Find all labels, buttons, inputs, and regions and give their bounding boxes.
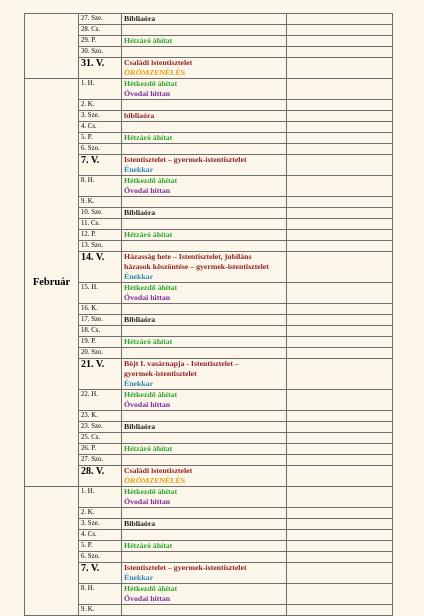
events-cell xyxy=(122,530,287,541)
notes-cell xyxy=(287,541,393,552)
notes-cell xyxy=(287,252,393,283)
events-cell xyxy=(122,25,287,36)
notes-cell xyxy=(287,47,393,58)
notes-cell xyxy=(287,36,393,47)
schedule-row xyxy=(25,197,393,208)
schedule-row xyxy=(25,58,393,79)
notes-cell xyxy=(287,219,393,230)
date-cell: 21. V. xyxy=(79,359,122,390)
schedule-table xyxy=(24,13,393,616)
notes-cell xyxy=(287,315,393,326)
events-cell xyxy=(122,283,287,304)
events-cell xyxy=(122,155,287,176)
event-text: gyermek-istentisztelet xyxy=(124,369,197,378)
notes-cell xyxy=(287,508,393,519)
date-cell: 9. K. xyxy=(79,605,122,616)
date-cell: 25. Cs. xyxy=(79,433,122,444)
notes-cell xyxy=(287,230,393,241)
schedule-row xyxy=(25,14,393,25)
schedule-row xyxy=(25,133,393,144)
schedule-row xyxy=(25,208,393,219)
notes-cell xyxy=(287,359,393,390)
schedule-row xyxy=(25,487,393,508)
events-cell xyxy=(122,133,287,144)
event-text: Hétkezdő áhítat xyxy=(124,584,178,593)
events-cell xyxy=(122,563,287,584)
schedule-row xyxy=(25,79,393,100)
schedule-row xyxy=(25,530,393,541)
event-text: házasok köszöntése – gyermek-istentisztelet xyxy=(124,262,269,271)
notes-cell xyxy=(287,326,393,337)
notes-cell xyxy=(287,241,393,252)
notes-cell xyxy=(287,444,393,455)
date-cell: 5. P. xyxy=(79,133,122,144)
month-cell xyxy=(25,487,79,616)
notes-cell xyxy=(287,337,393,348)
schedule-row xyxy=(25,241,393,252)
notes-cell xyxy=(287,111,393,122)
date-cell: 4. Cs. xyxy=(79,122,122,133)
events-cell xyxy=(122,487,287,508)
schedule-body xyxy=(25,14,393,616)
event-text: Óvodai hittan xyxy=(124,594,171,603)
event-text: Óvodai hittan xyxy=(124,400,171,409)
schedule-row xyxy=(25,605,393,616)
events-cell xyxy=(122,552,287,563)
events-cell xyxy=(122,455,287,466)
notes-cell xyxy=(287,563,393,584)
date-cell: 7. V. xyxy=(79,563,122,584)
event-text: Hétkezdő áhítat xyxy=(124,390,178,399)
notes-cell xyxy=(287,155,393,176)
events-cell xyxy=(122,315,287,326)
event-text: Böjt I. vasárnapja - Istentisztelet – xyxy=(124,359,239,368)
date-cell: 4. Cs. xyxy=(79,530,122,541)
schedule-row xyxy=(25,390,393,411)
schedule-row xyxy=(25,455,393,466)
notes-cell xyxy=(287,433,393,444)
notes-cell xyxy=(287,79,393,100)
date-cell: 20. Szo. xyxy=(79,348,122,359)
notes-cell xyxy=(287,552,393,563)
schedule-row xyxy=(25,176,393,197)
events-cell xyxy=(122,47,287,58)
notes-cell xyxy=(287,487,393,508)
date-cell: 19. P. xyxy=(79,337,122,348)
events-cell xyxy=(122,208,287,219)
event-text: Bibliaóra xyxy=(124,422,156,431)
events-cell xyxy=(122,58,287,79)
event-text: Házasság hete – Istentisztelet, jubiláns xyxy=(124,252,252,261)
schedule-row xyxy=(25,326,393,337)
notes-cell xyxy=(287,100,393,111)
schedule-row xyxy=(25,541,393,552)
schedule-row xyxy=(25,283,393,304)
events-cell xyxy=(122,605,287,616)
events-cell xyxy=(122,359,287,390)
notes-cell xyxy=(287,208,393,219)
event-text: Családi istentisztelet xyxy=(124,466,193,475)
events-cell xyxy=(122,14,287,25)
event-text: Hétzáró áhítat xyxy=(124,337,173,346)
date-cell: 28. Cs. xyxy=(79,25,122,36)
event-text: Óvodai hittan xyxy=(124,497,171,506)
notes-cell xyxy=(287,455,393,466)
notes-cell xyxy=(287,530,393,541)
events-cell xyxy=(122,422,287,433)
event-text: Bibliaóra xyxy=(124,14,156,23)
date-cell: 22. H. xyxy=(79,390,122,411)
notes-cell xyxy=(287,584,393,605)
date-cell: 17. Sze. xyxy=(79,315,122,326)
events-cell xyxy=(122,541,287,552)
date-cell: 3. Sze. xyxy=(79,111,122,122)
event-text: Bibliaóra xyxy=(124,315,156,324)
events-cell xyxy=(122,444,287,455)
schedule-row xyxy=(25,252,393,283)
event-text: Énekkar xyxy=(124,379,154,388)
schedule-row xyxy=(25,411,393,422)
schedule-row xyxy=(25,359,393,390)
event-text: Istentisztelet – gyermek-istentisztelet xyxy=(124,563,247,572)
date-cell: 28. V. xyxy=(79,466,122,487)
notes-cell xyxy=(287,122,393,133)
schedule-row xyxy=(25,230,393,241)
date-cell: 27. Sze. xyxy=(79,14,122,25)
date-cell: 1. H. xyxy=(79,79,122,100)
schedule-row xyxy=(25,444,393,455)
notes-cell xyxy=(287,304,393,315)
notes-cell xyxy=(287,176,393,197)
date-cell: 12. P. xyxy=(79,230,122,241)
date-cell: 3. Sze. xyxy=(79,519,122,530)
date-cell: 7. V. xyxy=(79,155,122,176)
event-text: Családi istentisztelet xyxy=(124,58,193,67)
date-cell: 27. Szo. xyxy=(79,455,122,466)
events-cell xyxy=(122,219,287,230)
schedule-row xyxy=(25,422,393,433)
events-cell xyxy=(122,100,287,111)
schedule-row xyxy=(25,155,393,176)
notes-cell xyxy=(287,390,393,411)
events-cell xyxy=(122,390,287,411)
schedule-row xyxy=(25,584,393,605)
event-text: Óvodai hittan xyxy=(124,293,171,302)
events-cell xyxy=(122,466,287,487)
schedule-row xyxy=(25,219,393,230)
date-cell: 13. Szo. xyxy=(79,241,122,252)
events-cell xyxy=(122,348,287,359)
notes-cell xyxy=(287,58,393,79)
schedule-row xyxy=(25,47,393,58)
date-cell: 8. H. xyxy=(79,584,122,605)
notes-cell xyxy=(287,25,393,36)
date-cell: 2. K. xyxy=(79,508,122,519)
schedule-row xyxy=(25,466,393,487)
date-cell: 14. V. xyxy=(79,252,122,283)
events-cell xyxy=(122,176,287,197)
events-cell xyxy=(122,241,287,252)
date-cell: 2. K. xyxy=(79,100,122,111)
events-cell xyxy=(122,433,287,444)
date-cell: 23. K. xyxy=(79,411,122,422)
events-cell xyxy=(122,122,287,133)
date-cell: 10. Sze. xyxy=(79,208,122,219)
events-cell xyxy=(122,584,287,605)
schedule-row xyxy=(25,100,393,111)
schedule-row xyxy=(25,315,393,326)
schedule-row xyxy=(25,304,393,315)
date-cell: 26. P. xyxy=(79,444,122,455)
notes-cell xyxy=(287,422,393,433)
date-cell: 1. H. xyxy=(79,487,122,508)
month-cell: Február xyxy=(25,79,79,487)
notes-cell xyxy=(287,14,393,25)
notes-cell xyxy=(287,283,393,304)
schedule-row xyxy=(25,111,393,122)
events-cell xyxy=(122,230,287,241)
date-cell: 9. K. xyxy=(79,197,122,208)
event-text: Énekkar xyxy=(124,573,154,582)
date-cell: 30. Szo. xyxy=(79,47,122,58)
event-text: Óvodai hittan xyxy=(124,186,171,195)
schedule-row xyxy=(25,144,393,155)
date-cell: 29. P. xyxy=(79,36,122,47)
month-cell xyxy=(25,14,79,79)
schedule-row xyxy=(25,433,393,444)
event-text: Hétkezdő áhítat xyxy=(124,176,178,185)
event-text: Hétzáró áhítat xyxy=(124,36,173,45)
notes-cell xyxy=(287,411,393,422)
event-text: Óvodai hittan xyxy=(124,89,171,98)
date-cell: 5. P. xyxy=(79,541,122,552)
schedule-row xyxy=(25,348,393,359)
event-text: Istentisztelet – gyermek-istentisztelet xyxy=(124,155,247,164)
date-cell: 8. H. xyxy=(79,176,122,197)
events-cell xyxy=(122,197,287,208)
events-cell xyxy=(122,337,287,348)
schedule-row xyxy=(25,552,393,563)
date-cell: 11. Cs. xyxy=(79,219,122,230)
schedule-row xyxy=(25,519,393,530)
date-cell: 31. V. xyxy=(79,58,122,79)
events-cell xyxy=(122,326,287,337)
events-cell xyxy=(122,411,287,422)
event-text: Énekkar xyxy=(124,272,154,281)
events-cell xyxy=(122,111,287,122)
event-text: Hétkezdő áhítat xyxy=(124,487,178,496)
notes-cell xyxy=(287,197,393,208)
event-text: Hétzáró áhítat xyxy=(124,444,173,453)
event-text: Hétkezdő áhítat xyxy=(124,79,178,88)
notes-cell xyxy=(287,605,393,616)
events-cell xyxy=(122,79,287,100)
date-cell: 6. Szo. xyxy=(79,144,122,155)
date-cell: 23. Sze. xyxy=(79,422,122,433)
event-text: Hétzáró áhítat xyxy=(124,541,173,550)
event-text: Hétzáró áhítat xyxy=(124,230,173,239)
events-cell xyxy=(122,519,287,530)
date-cell: 16. K. xyxy=(79,304,122,315)
event-text: Hétkezdő áhítat xyxy=(124,283,178,292)
event-text: bibliaóra xyxy=(124,111,155,120)
event-text: Hétzáró áhítat xyxy=(124,133,173,142)
event-text: Énekkar xyxy=(124,165,154,174)
event-text: Bibliaóra xyxy=(124,208,156,217)
events-cell xyxy=(122,304,287,315)
notes-cell xyxy=(287,466,393,487)
date-cell: 15. H. xyxy=(79,283,122,304)
schedule-row xyxy=(25,25,393,36)
date-cell: 6. Szo. xyxy=(79,552,122,563)
notes-cell xyxy=(287,348,393,359)
events-cell xyxy=(122,144,287,155)
date-cell: 18. Cs. xyxy=(79,326,122,337)
events-cell xyxy=(122,508,287,519)
event-text: Bibliaóra xyxy=(124,519,156,528)
event-text: ÖRÖMZENÉLÉS xyxy=(124,68,186,77)
events-cell xyxy=(122,252,287,283)
schedule-row xyxy=(25,508,393,519)
notes-cell xyxy=(287,519,393,530)
notes-cell xyxy=(287,144,393,155)
schedule-row xyxy=(25,122,393,133)
schedule-row xyxy=(25,563,393,584)
schedule-row xyxy=(25,337,393,348)
event-text: ÖRÖMZENÉLÉS xyxy=(124,476,186,485)
schedule-row xyxy=(25,36,393,47)
notes-cell xyxy=(287,133,393,144)
events-cell xyxy=(122,36,287,47)
